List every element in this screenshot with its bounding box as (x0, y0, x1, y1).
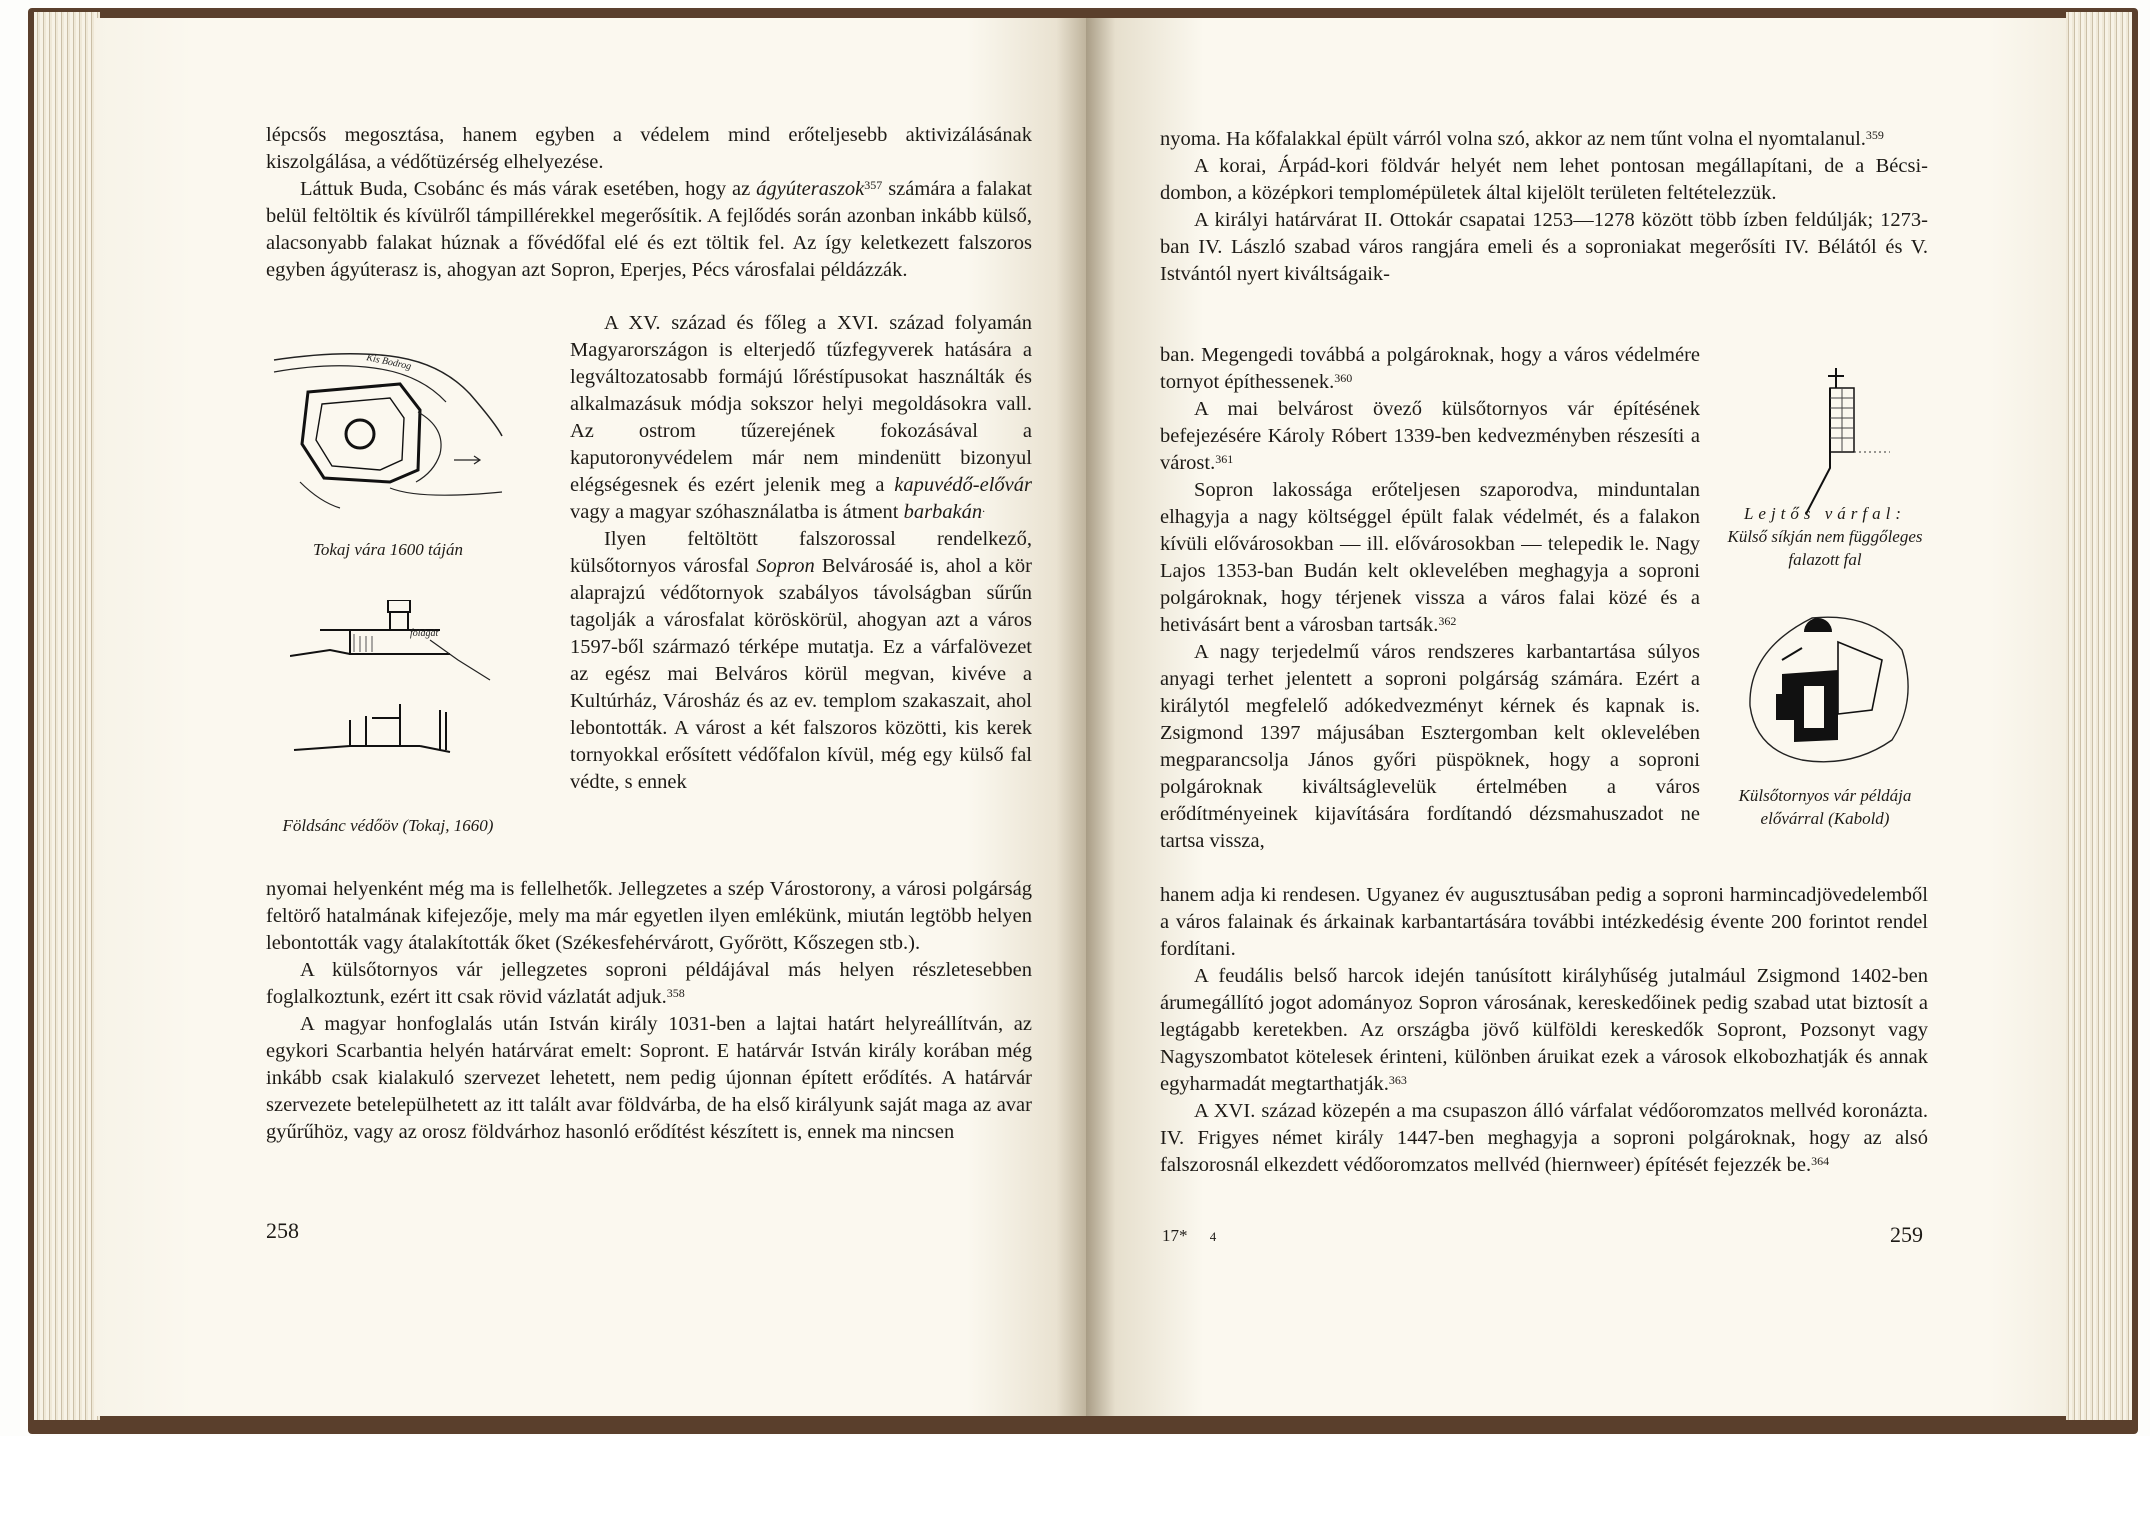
section-label: földgát (410, 628, 439, 639)
left-top-para-1: lépcsős megosztása, hanem egyben a védelem mind erőteljesebb aktivizálásának kiszolgálása, a védőtüzérség elhelyezése. (266, 124, 1032, 173)
earthwork-section-drawing (290, 600, 500, 770)
left-page-number: 258 (266, 1218, 299, 1243)
signature-sub: 4 (1209, 1229, 1217, 1244)
left-top-text (266, 122, 1032, 284)
kabold-plan-drawing (1742, 610, 1918, 770)
left-bottom-para-1: nyomai helyenként még ma is fellelhetők. Jellegzetes a szép Várostorony, a városi polgárság feltörő hatalmának kifejezője, mely ma már egyetlen ilyen emlékünk, miután legtöbb helyen lebontották vagy átalakították őket (Székesfehérvárott, Győrött, Kőszegen stb.). (266, 878, 1032, 954)
signature-mark (1162, 1226, 1216, 1246)
right-bottom-para-1: hanem adja ki rendesen. Ugyanez év augusztusában pedig a soproni harmincadjövedelemből a város falainak és árkainak karbantartására további intézkedésig évente 200 forintot rendel fordítani. (1160, 884, 1928, 960)
left-top-para-2: Láttuk Buda, Csobánc és más várak esetében, hogy az ágyúteraszok$^{357}$ számára a falakat belül feltöltik és kívülről támpillérekkel megerősítik. A fejlődés során azonban inkább külső, alacsonyabb falakat húznak a fővédőfal elé és ezt töltik fel. Az így keletkezett falszoros egyben ágyúterasz is, ahogyan azt Sopron, Eperjes, Pécs városfalai példázzák. (266, 178, 1032, 281)
right-page-number: 259 (1890, 1222, 1923, 1247)
left-side-text (570, 310, 1032, 796)
tokaj-plan-figure (270, 332, 506, 522)
right-bottom-para-3: A XVI. század közepén a ma csupaszon álló várfalat védőoromzatos mellvéd koronázta. IV. Frigyes német király 1447-ben meghagyja a soproni polgároknak, hogy az alsó falszorosnál elkezdett védőoromzatos mellvéd (hiernweer) építését fejezzék be.$^{364}$ (1160, 1100, 1928, 1176)
left-side-para-1: A XV. század és főleg a XVI. század folyamán Magyarországon is elterjedő tűzfegyverek hatására a legváltozatosabb formájú lőréstípusokat használták és alkalmazásuk módja sokszor helyi megoldásokra vall. Az ostrom tűzerejének fokozásával a kaputoronyvédelem már nem mindenütt bizonyul elégségesnek és ezért jelenik meg a kapuvédő-elővár vagy a magyar szóhasználatba is átment barbakán. (570, 312, 1032, 523)
sloped-wall-caption-title: Lejtős várfal: (1743, 504, 1907, 523)
right-top-para-3: A királyi határvárat II. Ottokár csapatai 1253—1278 között több ízben feldúlják; 1273-ban IV. László szabad város rangjára emeli és a soproniakat megerősíti IV. Bélától és V. Istvántól nyert kiváltságaik- (1160, 209, 1928, 285)
page-edges-right (2066, 12, 2132, 1420)
right-bottom-text (1160, 882, 1928, 1179)
earthwork-section-figure (290, 600, 500, 770)
right-side-para-2: A mai belvárost övező külsőtornyos vár építésének befejezésére Károly Róbert 1339-ben kedvezményben részesíti a várost.$^{361}$ (1160, 398, 1700, 474)
left-side-para-2: Ilyen feltöltött falszorossal rendelkező, külsőtornyos városfal Sopron Belvárosáé is, ahol a kör alaprajzú védőtornyok szabályos távolságban sűrűn tagolják a városfalat köröskörül, ahogyan azt a város 1597-ből származó térképe mutatja. Ez a várfalövezet az egész mai Belváros körül megvan, kivéve a Kultúrház, Városház és az ev. templom szakaszait, ahol lebontották. A várost a két falszoros közötti, kis kerek tornyokkal erősített védőfalon kívül, még egy külső fal védte, s ennek (570, 528, 1032, 793)
sloped-wall-figure (1780, 368, 1900, 518)
right-bottom-para-2: A feudális belső harcok idején tanúsított királyhűség jutalmául Zsigmond 1402-ben árumegállító jogot adományoz Sopron városának, kereskedőinek pedig szabad utat biztosít a legtágabb keretekben. Az országba jövő külföldi kereskedők Sopront, Pozsonyt vagy Nagyszombatot kötelesek érinteni, különben áruikat ezek a városok elkobozhatják és annak egyharmadát megtarthatják.$^{363}$ (1160, 965, 1928, 1095)
sloped-wall-caption (1722, 502, 1928, 571)
signature-number: 17* (1162, 1226, 1188, 1245)
page-edges-left (34, 12, 100, 1420)
left-bottom-text (266, 876, 1032, 1146)
right-top-para-2: A korai, Árpád-kori földvár helyét nem lehet pontosan megállapítani, de a Bécsi-dombon, a középkori templomépületek által kijelölt területen feltételezzük. (1160, 155, 1928, 204)
tokaj-plan-drawing (270, 332, 506, 522)
right-side-para-3: Sopron lakossága erőteljesen szaporodva, minduntalan elhagyja a nagy költséggel épült falak védelmét, és a falakon kívüli elővárosokban — ill. elővárosokban — telepedik le. Nagy Lajos 1353-ban Budán kelt oklevelében meghagyja a soproni polgároknak, hogy térjenek vissza a város falai közé és a hetivásárt bent a városban tartsák.$^{362}$ (1160, 479, 1700, 636)
desk-surface (0, 1436, 2150, 1516)
sloped-wall-drawing (1780, 368, 1900, 518)
tokaj-plan-label: Kis Bodrog (365, 352, 413, 373)
right-top-para-1: nyoma. Ha kőfalakkal épült várról volna szó, akkor az nem tűnt volna el nyomtalanul.$^{359}$ (1160, 128, 1884, 150)
right-side-text (1160, 342, 1700, 855)
left-bottom-para-3: A magyar honfoglalás után István király 1031-ben a lajtai határt helyreállítván, az egykori Scarbantia helyén határvárat emelt: Sopront. E határvár István király korában még inkább csak kialakuló szervezet lehetett, nem pedig újonnan épített erődítés. A határvár szervezete betelepülhetett az itt talált avar földvárba, de ha első királyunk saját maga az avar gyűrűhöz, vagy az orosz földvárhoz hasonló erődítést készített is, ennek ma nincsen (266, 1013, 1032, 1143)
sloped-wall-caption-body: Külső síkján nem függőleges falazott fal (1727, 527, 1923, 569)
tokaj-plan-caption: Tokaj vára 1600 táján (312, 540, 464, 559)
right-top-text (1160, 126, 1928, 288)
kabold-plan-caption: Külsőtornyos vár példája elővárral (Kabold) (1738, 786, 1912, 828)
section-caption: Földsánc védőöv (Tokaj, 1660) (282, 816, 494, 835)
left-bottom-para-2: A külsőtornyos vár jellegzetes soproni példájával más helyen részletesebben foglalkoztunk, ezért itt csak rövid vázlatát adjuk.$^{358}$ (266, 959, 1032, 1008)
kabold-plan-figure (1742, 610, 1918, 770)
right-side-para-1: ban. Megengedi továbbá a polgároknak, hogy a város védelmére tornyot építhessenek.$^{360}$ (1160, 344, 1700, 393)
right-side-para-4: A nagy terjedelmű város rendszeres karbantartása súlyos anyagi terhet jelentett a soproni polgárság számára. Ezért a királytól megfelelő adókedvezményt kérnek és kapnak is. Zsigmond 1397 májusában Esztergomban kelt oklevelében megparancsolja János győri püspöknek, hogy a soproni polgároknak kiváltságlevelük értelmében a város erődítményeinek kijavítására fordítandó dézsmahuszadot ne tartsa vissza, (1160, 641, 1700, 852)
